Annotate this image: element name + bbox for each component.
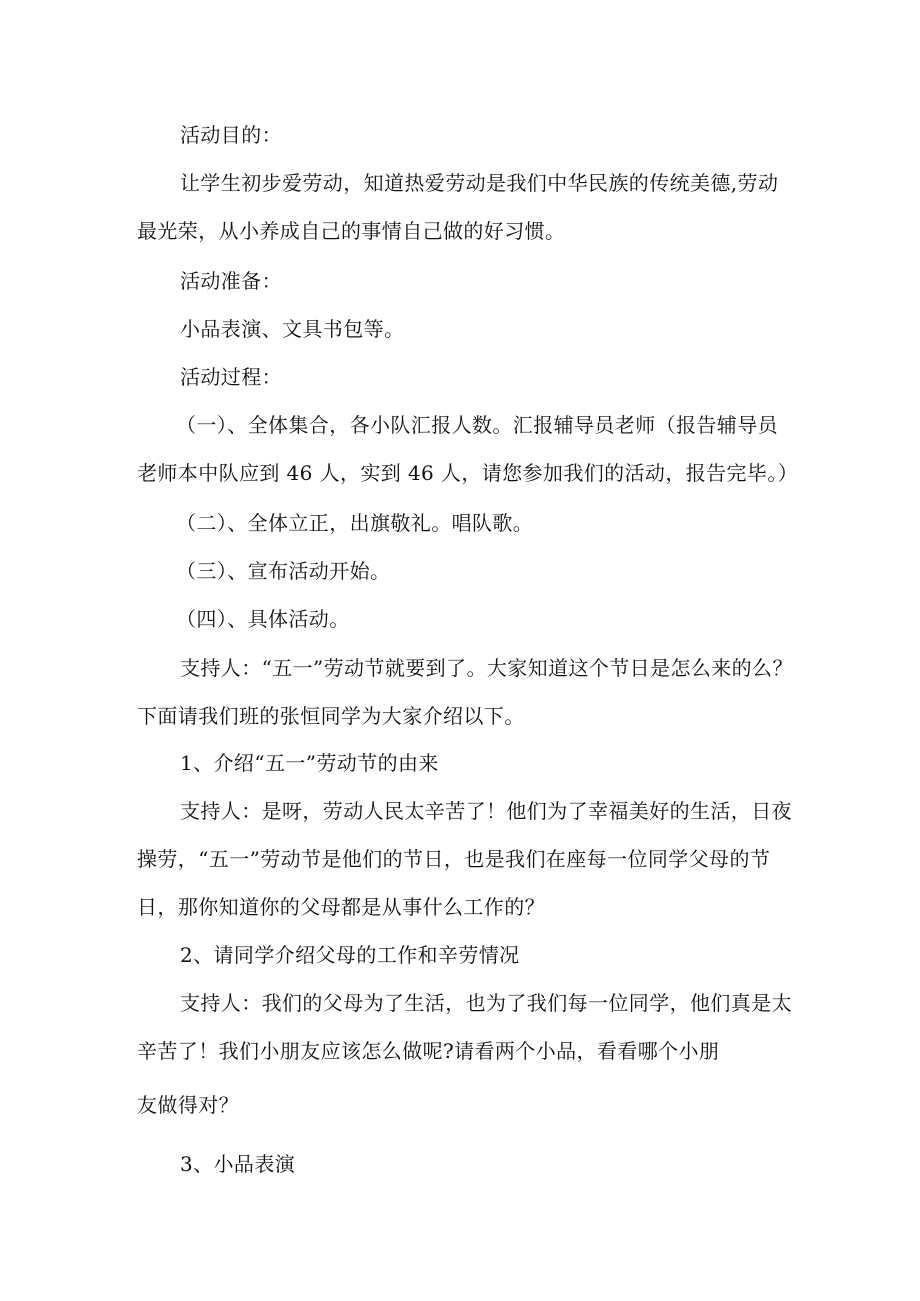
process-heading: 活动过程： xyxy=(180,365,282,389)
step-3: （三）、宣布活动开始。 xyxy=(176,559,391,583)
item-3: 3、小品表演 xyxy=(180,1152,296,1176)
item-1: 1、介绍“五一”劳动节的由来 xyxy=(180,751,439,775)
host-speech-2-line-1: 支持人：是呀，劳动人民太辛苦了！他们为了幸福美好的生活，日夜 xyxy=(180,799,792,823)
step-4: （四）、具体活动。 xyxy=(176,607,350,631)
host-speech-3-line-2: 辛苦了！我们小朋友应该怎么做呢?请看两个小品，看看哪个小朋 xyxy=(137,1039,720,1063)
host-speech-3-line-1: 支持人：我们的父母为了生活，也为了我们每一位同学，他们真是太 xyxy=(180,991,792,1015)
step-1-line-1: （一）、全体集合，各小队汇报人数。汇报辅导员老师（报告辅导员 xyxy=(176,413,778,437)
host-speech-1-line-2: 下面请我们班的张恒同学为大家介绍以下。 xyxy=(137,704,525,728)
purpose-heading: 活动目的： xyxy=(180,123,282,147)
prep-heading: 活动准备： xyxy=(180,269,282,293)
host-speech-1-line-1: 支持人：“五一”劳动节就要到了。大家知道这个节日是怎么来的么？ xyxy=(180,656,793,680)
host-speech-3-line-3: 友做得对？ xyxy=(137,1093,239,1117)
purpose-text-line-1: 让学生初步爱劳动，知道热爱劳动是我们中华民族的传统美德,劳动 xyxy=(180,171,779,195)
host-speech-2-line-2: 操劳，“五一”劳动节是他们的节日，也是我们在座每一位同学父母的节 xyxy=(137,847,771,871)
step-2: （二）、全体立正，出旗敬礼。唱队歌。 xyxy=(176,511,534,535)
purpose-text-line-2: 最光荣，从小养成自己的事情自己做的好习惯。 xyxy=(137,219,566,243)
item-2: 2、请同学介绍父母的工作和辛劳情况 xyxy=(180,943,520,967)
prep-text: 小品表演、文具书包等。 xyxy=(180,317,405,341)
host-speech-2-line-3: 日，那你知道你的父母都是从事什么工作的？ xyxy=(137,895,545,919)
step-1-line-2: 老师本中队应到 46 人，实到 46 人，请您参加我们的活动，报告完毕。） xyxy=(137,461,799,485)
